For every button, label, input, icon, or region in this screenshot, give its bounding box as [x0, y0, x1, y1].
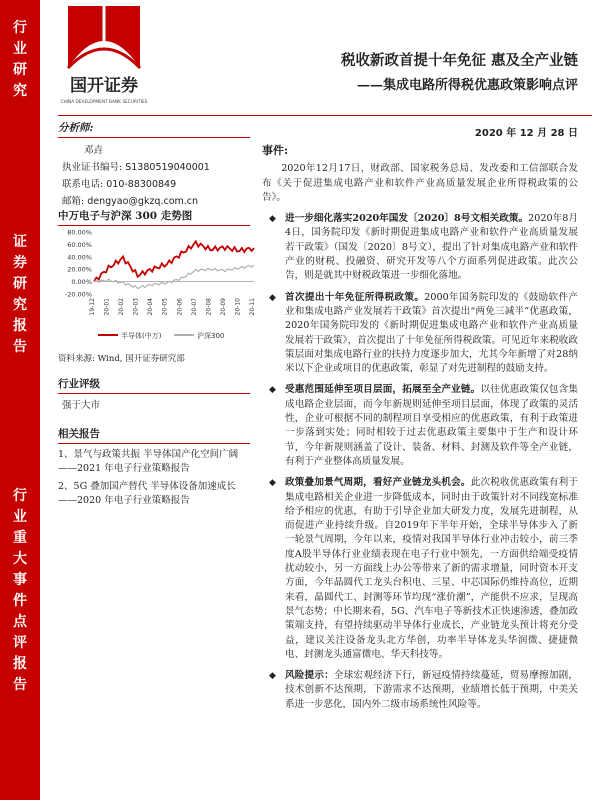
report-date: 2020 年 12 月 28 日	[474, 128, 578, 139]
company-logo	[54, 4, 164, 108]
cert-value: S1380519040001	[125, 162, 210, 173]
y-tick-label: 40.00%	[67, 253, 92, 262]
related-report-item[interactable]: 2、5G 叠加国产替代 半导体设备加速成长——2020 年电子行业策略报告	[58, 481, 236, 506]
bullet-heading: 受惠范围延伸至项目层面，拓展至全产业链。	[285, 384, 481, 396]
events-column	[262, 122, 578, 712]
x-tick-label: 20-03	[132, 298, 140, 316]
sidebar-top-label: 行 业 研 究	[13, 20, 27, 99]
bullet-item	[262, 212, 578, 283]
x-tick-label: 20-01	[103, 298, 111, 316]
header-divider	[58, 115, 592, 116]
x-tick-label: 20-08	[205, 298, 213, 316]
sidebar	[0, 0, 40, 800]
series-line	[94, 241, 254, 281]
rating-value: 强于大市	[62, 400, 101, 411]
x-tick-label: 20-10	[234, 298, 242, 316]
bullet-text: 全球宏观经济下行，新冠疫情持续蔓延，贸易摩擦加剧，技术创新不达预期，下游需求不达预期，业绩增长低于预期，中美关系进一步恶化，国内外二级市场系统性风险等。	[285, 670, 579, 710]
bullet-item	[262, 291, 578, 377]
legend-label: 半导体(中万)	[121, 332, 162, 340]
series-line	[94, 265, 254, 288]
legend-label: 沪深300	[197, 332, 225, 340]
divider	[58, 393, 250, 394]
line-chart	[58, 226, 258, 344]
analyst-section-title: 分析师:	[58, 122, 94, 134]
cert-row	[62, 159, 250, 173]
sidebar-middle-label: 证 券 研 究 报 告	[13, 234, 27, 355]
chart-source: 资料来源: Wind, 国开证券研究部	[58, 354, 185, 364]
bullet-item	[262, 476, 578, 662]
email-label: 邮箱:	[62, 196, 85, 207]
bullet-heading: 进一步细化落实2020年国发〔2020〕8号文相关政策。	[285, 213, 529, 225]
x-tick-label: 20-11	[249, 298, 256, 316]
bullet-text: 以往优惠政策仅包含集成电路企业层面，而今年新规则延伸至项目层面，体现了政策的灵活性，企业可根据不同的制程项目享受相应的优惠政策，有利于政策进一步落到实处；同时相较于过去优惠政策主要集中于生产和设计环节，今年新规则涵盖了设计、装备、材料、封测及软件等全产业链，有利于产业整体高质量发展。	[285, 384, 579, 467]
bullet-item	[262, 383, 578, 469]
chart-block	[58, 208, 258, 364]
related-report-item[interactable]: 1、景气与政策共振 半导体国产化空间广阔——2021 年电子行业策略报告	[58, 449, 239, 474]
cert-label: 执业证书编号:	[62, 162, 123, 173]
related-reports	[58, 427, 250, 508]
report-title: 税收新政首提十年免征 惠及全产业链	[340, 52, 578, 69]
y-tick-label: 0.00%	[71, 278, 92, 287]
bullet-text: 此次税收优惠政策有利于集成电路相关企业进一步降低成本，同时由于政策针对不同线宽标准给予相应的优惠，有助于引导企业加大研发力度，发展先进制程，从而促进产业持续升级。自2019年下半年开始，全球半导体步入了新一轮景气周期，今年以来，疫情对我国半导体行业冲击较小，前三季度A股半导体行业业绩表现在电子行业中领先，一方面供给端受疫情扰动较小，另一方面线上办公等带来了新的需求增量，同时资本开支方面，今年晶圆代工龙头台积电、三星、中芯国际仍维持高位，近期来看，晶圆代工、封测等环节均现“涨价潮”，产能供不应求，呈现高景气态势；中长期来看，5G、汽车电子等新技术正快速渗透，叠加政策端支持，有望持续驱动半导体行业成长，产业链龙头预计将充分受益，建议关注设备龙头北方华创，功率半导体龙头华润微、捷捷微电、封测龙头通富微电、华天科技等。	[285, 477, 579, 660]
analyst-name: 邓垚	[84, 145, 104, 156]
y-tick-label: -20.00%	[64, 290, 92, 299]
email-row	[62, 193, 250, 207]
email-value[interactable]: dengyao@gkzq.com.cn	[87, 196, 199, 207]
svg-text:国开证券: 国开证券	[70, 76, 138, 96]
y-tick-label: 20.00%	[67, 265, 92, 274]
bullet-text: 2020年8月4日，国务院印发《新时期促进集成电路产业和软件产业高质量发展若干政策》（国发〔2020〕8号文），提出了针对集成电路产业和软件产业的财税、投融资、研究开发等八个方面系列促进政策。此次公告，则是就其中财税政策进一步细化落地。	[285, 213, 578, 282]
events-title: 事件:	[262, 144, 289, 157]
divider	[58, 443, 250, 444]
x-tick-label: 20-07	[190, 298, 198, 316]
report-subtitle: ——集成电路所得税优惠政策影响点评	[356, 78, 578, 93]
x-tick-label: 19-12	[89, 298, 96, 316]
bullet-heading: 政策叠加景气周期，看好产业链龙头机会。	[285, 477, 471, 489]
bullet-heading: 风险提示：	[285, 670, 334, 682]
x-tick-label: 20-04	[147, 298, 155, 316]
rating-section-title: 行业评级	[58, 378, 100, 390]
y-tick-label: 60.00%	[67, 240, 92, 249]
phone-label: 联系电话:	[62, 179, 104, 190]
bullet-heading: 首次提出十年免征所得税政策。	[285, 291, 425, 303]
rating-block	[58, 376, 250, 411]
related-section-title: 相关报告	[58, 428, 100, 440]
x-tick-label: 20-06	[176, 298, 184, 316]
phone-row	[62, 176, 250, 190]
x-tick-label: 20-05	[161, 298, 169, 316]
svg-text:CHINA DEVELOPMENT BANK SECURIT: CHINA DEVELOPMENT BANK SECURITIES	[60, 100, 148, 105]
bullet-item	[262, 669, 578, 712]
y-tick-label: 80.00%	[67, 228, 92, 237]
sidebar-bottom-label: 行 业 重 大 事 件 点 评 报 告	[13, 488, 27, 693]
phone-value: 010-88300849	[106, 179, 177, 190]
chart-title: 中万电子与沪深 300 走势图	[58, 210, 193, 222]
analyst-block	[58, 120, 250, 207]
events-intro: 2020年12月17日，财政部、国家税务总局、发改委和工信部联合发布《关于促进集成电路产业和软件产业高质量发展企业所得税政策的公告》。	[262, 163, 578, 203]
x-tick-label: 20-09	[219, 298, 227, 316]
divider	[58, 137, 250, 138]
bullet-text: 2000年国务院印发的《鼓励软件产业和集成电路产业发展若干政策》首次提出“两免三减半”优惠政策，2020年国务院印发的《新时期促进集成电路产业和软件产业高质量发展若干政策》，首次提出了十年免征所得税政策。可见近年来税收政策层面对集成电路行业的扶持力度逐步加大，尤其今年新增了对28纳米以下企业或项目的优惠政策，彰显了对先进制程的鼓励支持。	[285, 291, 578, 375]
x-tick-label: 20-02	[118, 298, 126, 316]
